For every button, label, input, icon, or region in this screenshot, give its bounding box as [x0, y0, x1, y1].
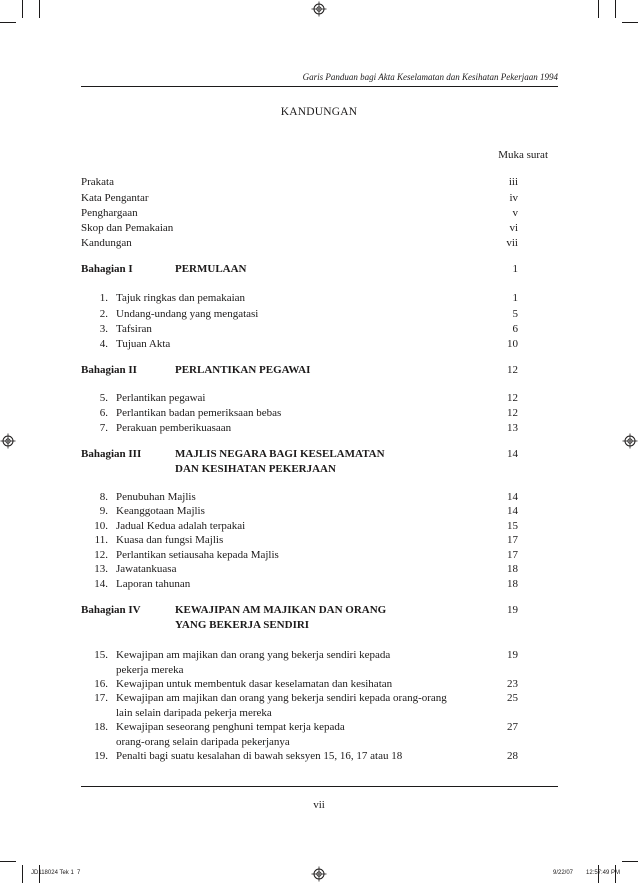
crop-mark	[0, 861, 16, 862]
page-number: v	[512, 207, 518, 219]
page-number: 28	[507, 750, 518, 762]
part-title-line: YANG BEKERJA SENDIRI	[175, 619, 310, 631]
entry-label: Kata Pengantar	[81, 192, 149, 204]
part-title-line: PERLANTIKAN PEGAWAI	[175, 364, 311, 376]
section-title-line: Penubuhan Majlis	[116, 491, 196, 503]
section-title-line: Perlantikan badan pemeriksaan bebas	[116, 407, 282, 419]
registration-mark-icon	[311, 1, 327, 17]
part-label: Bahagian IV	[81, 604, 141, 616]
section-title-line: Tajuk ringkas dan pemakaian	[116, 292, 246, 304]
section-number: 7.	[99, 422, 108, 434]
crop-mark	[0, 22, 16, 23]
toc-section-entry	[0, 322, 638, 337]
section-number: 18.	[94, 721, 108, 733]
footer-rule	[81, 786, 558, 787]
section-number: 6.	[99, 407, 108, 419]
section-title-line: Penalti bagi suatu kesalahan di bawah seksyen 15, 16, 17 atau 18	[116, 750, 403, 762]
page-number: 1	[512, 263, 518, 275]
part-label: Bahagian I	[81, 263, 133, 275]
section-number: 9.	[99, 505, 108, 517]
slug-job-id: JD118024 Tek 1	[31, 870, 74, 876]
section-title-line: Keanggotaan Majlis	[116, 505, 205, 517]
section-title	[116, 421, 231, 436]
part-title	[175, 447, 385, 477]
slug-date: 9/22/07	[553, 870, 574, 876]
section-title-line: Jadual Kedua adalah terpakai	[116, 520, 246, 532]
page-number: 5	[512, 308, 518, 320]
section-title-line: Tujuan Akta	[116, 338, 171, 350]
part-title-line: DAN KESIHATAN PEKERJAAN	[175, 463, 336, 475]
section-number: 8.	[99, 491, 108, 503]
section-title-line: Perakuan pemberikuasaan	[116, 422, 232, 434]
toc-entry	[0, 206, 638, 221]
section-title-line: Perlantikan pegawai	[116, 392, 206, 404]
toc-section-entry	[0, 406, 638, 421]
toc-section-entry	[0, 291, 638, 306]
section-title-line: Kuasa dan fungsi Majlis	[116, 534, 224, 546]
slug-time: 12:57:49 PM	[586, 870, 621, 876]
part-title-line: MAJLIS NEGARA BAGI KESELAMATAN	[175, 448, 385, 460]
section-title-line: Perlantikan setiausaha kepada Majlis	[116, 549, 279, 561]
section-title	[116, 406, 281, 421]
page-number: 17	[507, 534, 518, 546]
toc-section-entry	[0, 749, 638, 764]
registration-mark-icon	[311, 866, 327, 882]
toc-section-entry	[0, 720, 638, 748]
crop-mark	[598, 0, 599, 18]
page-number: 1	[512, 292, 518, 304]
page-number: 25	[507, 692, 518, 704]
section-number: 16.	[94, 678, 108, 690]
section-title	[116, 391, 206, 406]
page-number: 12	[507, 407, 518, 419]
crop-mark	[22, 865, 23, 883]
toc-section-entry	[0, 519, 638, 534]
section-title	[116, 519, 245, 534]
part-label: Bahagian II	[81, 364, 137, 376]
page-title: KANDUNGAN	[280, 106, 358, 118]
crop-mark	[22, 0, 23, 18]
part-title	[175, 363, 310, 378]
section-title-line: Kewajipan untuk membentuk dasar keselamatan dan kesihatan	[116, 678, 393, 690]
crop-mark	[622, 22, 638, 23]
toc-section-entry	[0, 677, 638, 692]
toc-part-heading	[0, 603, 638, 631]
page-number: 17	[507, 549, 518, 561]
section-number: 5.	[99, 392, 108, 404]
page-number: 15	[507, 520, 518, 532]
toc-section-entry	[0, 307, 638, 322]
section-title-line: Kewajipan seseorang penghuni tempat kerja kepada	[116, 721, 345, 733]
section-number: 11.	[94, 534, 108, 546]
header-rule	[81, 86, 558, 87]
section-title-line: Jawatankuasa	[116, 563, 177, 575]
part-title	[175, 262, 247, 277]
crop-mark	[615, 0, 616, 18]
page-number: 12	[507, 392, 518, 404]
toc-entry	[0, 191, 638, 206]
page-number: 18	[507, 563, 518, 575]
toc-section-entry	[0, 691, 638, 719]
toc-entry	[0, 221, 638, 236]
section-title-line: Kewajipan am majikan dan orang yang bekerja sendiri kepada orang-orang	[116, 692, 447, 704]
section-title-line: pekerja mereka	[116, 664, 184, 676]
section-number: 19.	[94, 750, 108, 762]
part-title-line: KEWAJIPAN AM MAJIKAN DAN ORANG	[175, 604, 387, 616]
section-title	[116, 307, 258, 322]
entry-label: Prakata	[81, 176, 114, 188]
section-title	[116, 720, 345, 750]
page-number: vi	[509, 222, 518, 234]
toc-section-entry	[0, 490, 638, 505]
section-title	[116, 577, 190, 592]
section-number: 4.	[99, 338, 108, 350]
section-title-line: orang-orang selain daripada pekerjanya	[116, 736, 290, 748]
part-title-line: PERMULAAN	[175, 263, 247, 275]
section-number: 10.	[94, 520, 108, 532]
part-label: Bahagian III	[81, 448, 142, 460]
toc-section-entry	[0, 548, 638, 563]
entry-label: Skop dan Pemakaian	[81, 222, 174, 234]
section-title	[116, 490, 196, 505]
toc-section-entry	[0, 533, 638, 548]
page-number: 18	[507, 578, 518, 590]
section-title-line: Tafsiran	[116, 323, 152, 335]
section-number: 2.	[99, 308, 108, 320]
slug-sheet-number: 7	[77, 870, 81, 876]
section-number: 15.	[94, 649, 108, 661]
section-number: 12.	[94, 549, 108, 561]
section-title	[116, 648, 390, 678]
toc-section-entry	[0, 337, 638, 352]
section-title-line: lain selain daripada pekerja mereka	[116, 707, 272, 719]
page-number: 6	[512, 323, 518, 335]
crop-mark	[622, 861, 638, 862]
page-number: 13	[507, 422, 518, 434]
toc-section-entry	[0, 421, 638, 436]
toc-part-heading	[0, 262, 638, 277]
section-number: 13.	[94, 563, 108, 575]
section-number: 17.	[94, 692, 108, 704]
entry-label: Penghargaan	[81, 207, 138, 219]
section-title	[116, 533, 223, 548]
page-column-label: Muka surat	[498, 149, 548, 161]
toc-entry	[0, 175, 638, 190]
section-title	[116, 677, 392, 692]
toc-part-heading	[0, 363, 638, 378]
toc-part-heading	[0, 447, 638, 475]
page-number: 14	[507, 491, 518, 503]
section-title	[116, 322, 152, 337]
section-title	[116, 504, 205, 519]
folio-page-number: vii	[313, 799, 325, 811]
section-title	[116, 562, 176, 577]
toc-section-entry	[0, 648, 638, 676]
part-title	[175, 603, 386, 633]
page-number: iii	[508, 176, 518, 188]
page-number: vii	[506, 237, 518, 249]
page-number: iv	[509, 192, 518, 204]
toc-section-entry	[0, 504, 638, 519]
entry-label: Kandungan	[81, 237, 132, 249]
section-title	[116, 691, 447, 721]
section-title	[116, 337, 170, 352]
page-number: 14	[507, 448, 518, 460]
section-title-line: Undang-undang yang mengatasi	[116, 308, 259, 320]
page-number: 14	[507, 505, 518, 517]
section-title	[116, 749, 402, 764]
page-number: 27	[507, 721, 518, 733]
toc-section-entry	[0, 391, 638, 406]
page-number: 12	[507, 364, 518, 376]
page-number: 23	[507, 678, 518, 690]
page-number: 19	[507, 604, 518, 616]
section-number: 1.	[99, 292, 108, 304]
toc-section-entry	[0, 562, 638, 577]
page-number: 10	[507, 338, 518, 350]
section-number: 14.	[94, 578, 108, 590]
section-title	[116, 291, 245, 306]
page-number: 19	[507, 649, 518, 661]
section-title	[116, 548, 279, 563]
crop-mark	[39, 0, 40, 18]
section-title-line: Laporan tahunan	[116, 578, 191, 590]
toc-entry	[0, 236, 638, 251]
section-number: 3.	[99, 323, 108, 335]
section-title-line: Kewajipan am majikan dan orang yang bekerja sendiri kepada	[116, 649, 391, 661]
running-header: Garis Panduan bagi Akta Keselamatan dan Kesihatan Pekerjaan 1994	[302, 72, 558, 82]
toc-section-entry	[0, 577, 638, 592]
